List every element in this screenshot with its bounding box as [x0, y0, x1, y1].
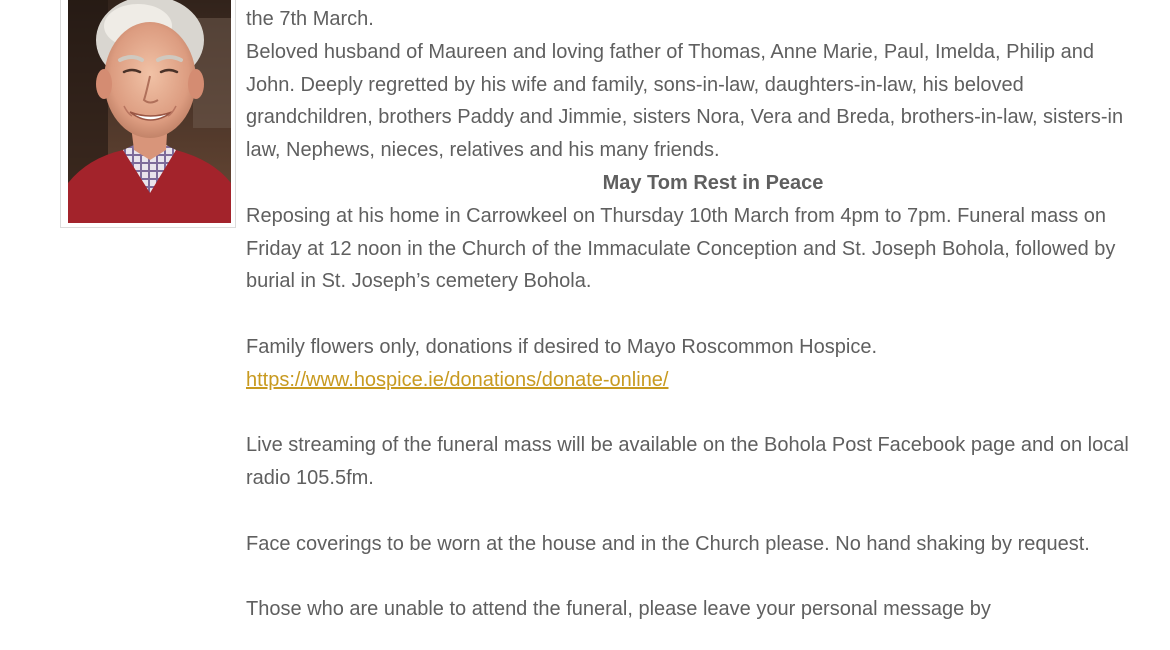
death-date-line: the 7th March.: [246, 8, 374, 30]
portrait-illustration: [68, 0, 231, 223]
flowers-paragraph: [246, 331, 1146, 397]
portrait-photo: [68, 0, 231, 223]
condolence-message-paragraph: Those who are unable to attend the funeral, please leave your personal message by: [246, 598, 991, 621]
streaming-paragraph: Live streaming of the funeral mass will be available on the Bohola Post Facebook page and on local radio 105.5fm.: [246, 434, 1129, 490]
face-coverings-paragraph: Face coverings to be worn at the house and in the Church please. No hand shaking by request.: [246, 532, 1090, 555]
family-paragraph: Beloved husband of Maureen and loving father of Thomas, Anne Marie, Paul, Imelda, Philip and John. Deeply regretted by his wife and family, sons-in-law, daughters-in-law, his beloved grandchildren, brothers Paddy and Jimmie, sisters Nora, Vera and Breda, brothers-in-law, sisters-in law, Nephews, nieces, relatives and his many friends.: [246, 40, 1124, 162]
hospice-donate-link[interactable]: https://www.hospice.ie/donations/donate-online/: [246, 368, 669, 391]
portrait-frame: [60, 0, 236, 228]
rest-in-peace-heading: May Tom Rest in Peace: [602, 171, 824, 194]
flowers-text: Family flowers only, donations if desired to Mayo Roscommon Hospice.: [246, 335, 877, 358]
reposing-paragraph: Reposing at his home in Carrowkeel on Thursday 10th March from 4pm to 7pm. Funeral mass on Friday at 12 noon in the Church of the Immaculate Conception and St. Joseph Bohola, followed by burial in St. Joseph’s cemetery Bohola.: [246, 204, 1116, 293]
obituary-text: [246, 3, 1146, 626]
